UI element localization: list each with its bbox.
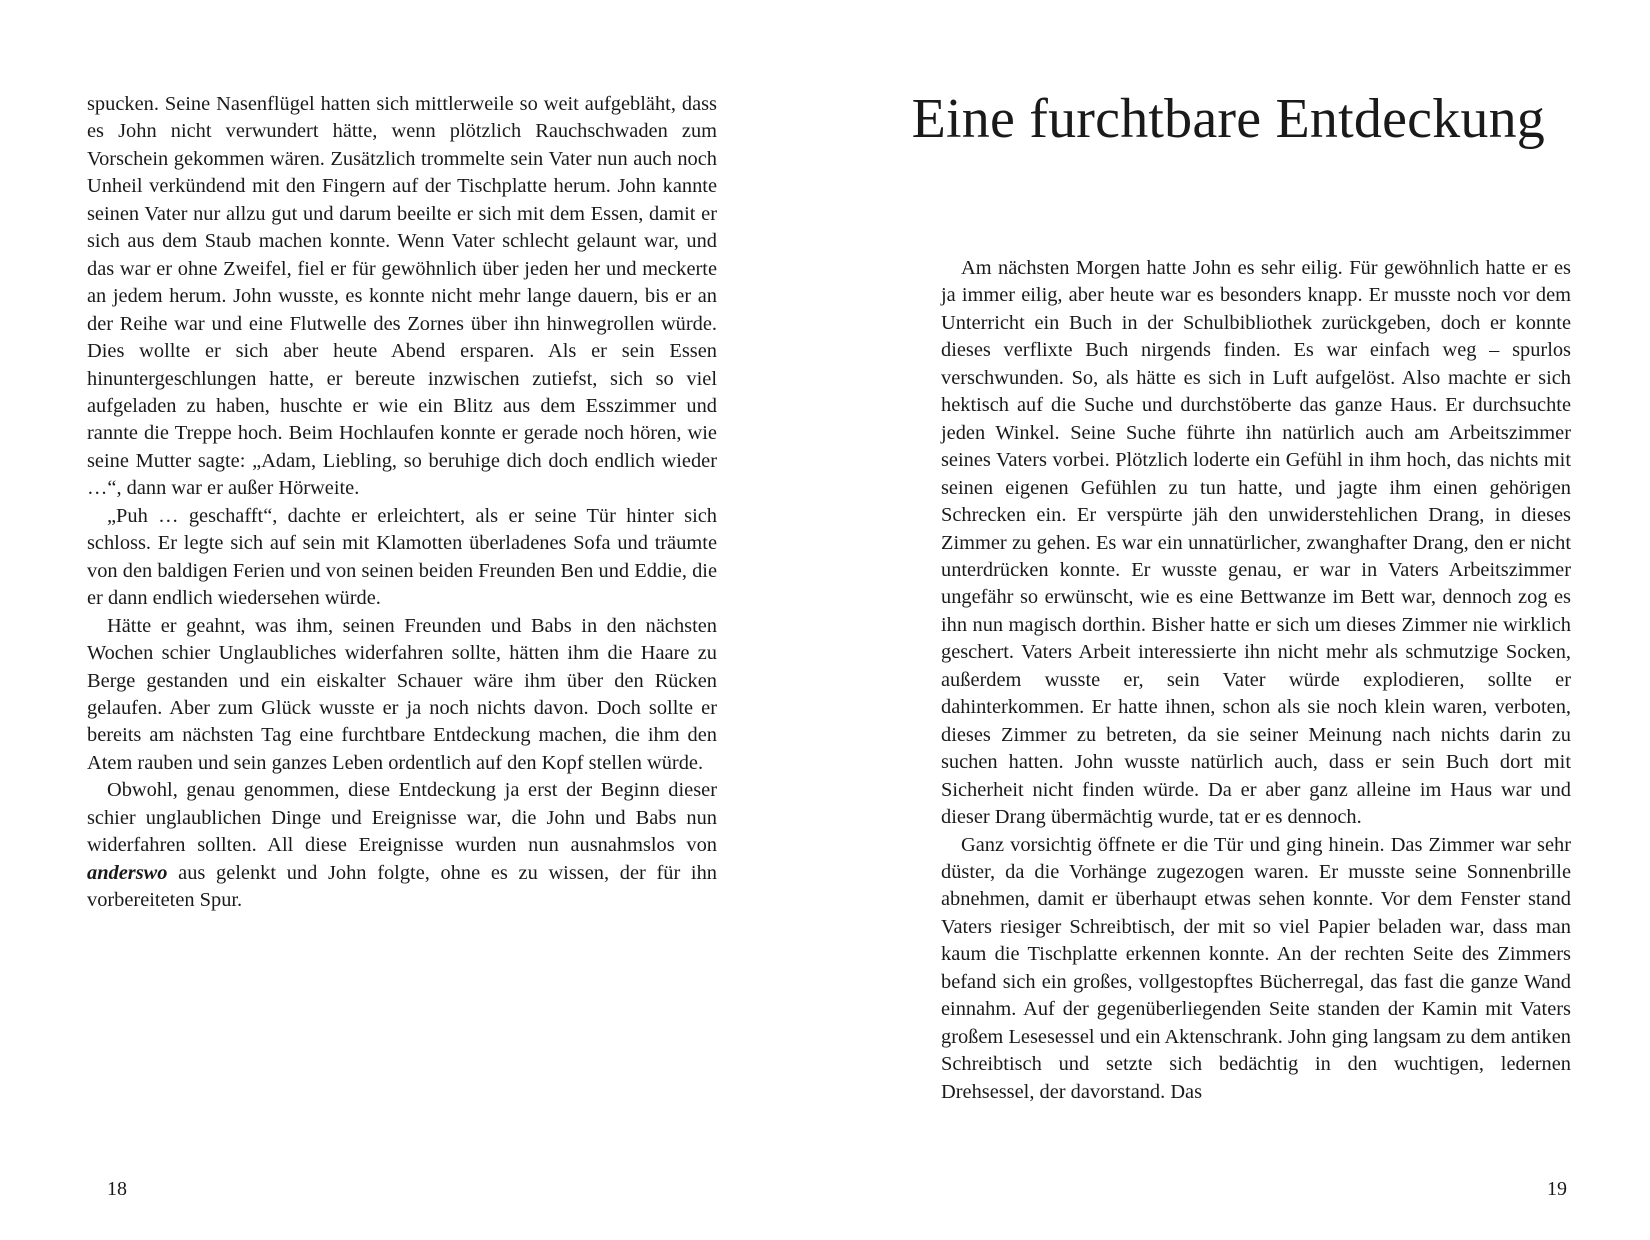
right-page-body bbox=[941, 255, 1571, 1106]
right-page bbox=[825, 0, 1650, 1240]
paragraph-text: Obwohl, genau genommen, diese Entdeckung ja erst der Beginn dieser schier unglaublichen Dinge und Ereignisse war, die John und Babs nun widerfahren sollten. All diese Ereignisse wurden nun ausnahmslos von bbox=[87, 779, 717, 857]
page-number: 19 bbox=[1547, 1178, 1567, 1200]
paragraph: „Puh … geschafft“, dachte er erleichtert, als er seine Tür hinter sich schloss. Er legte sich auf sein mit Klamotten überladenes Sofa und träumte von den baldigen Ferien und von seinen beiden Freunden Ben und Eddie, die er dann endlich wiedersehen würde. bbox=[87, 504, 717, 610]
paragraph: Hätte er geahnt, was ihm, seinen Freunden und Babs in den nächsten Wochen schier Unglaubliches widerfahren sollte, hätten ihm die Haare zu Berge gestanden und ein eiskalter Schauer wäre ihm über den Rücken gelaufen. Aber zum Glück wusste er ja noch nichts davon. Doch sollte er bereits am nächsten Tag eine furchtbare Entdeckung machen, die ihm den Atem rauben und sein ganzes Leben ordentlich auf den Kopf stellen würde. bbox=[87, 614, 717, 774]
paragraph-text: aus gelenkt und John folgte, ohne es zu wissen, der für ihn vorbereiteten Spur. bbox=[87, 861, 717, 912]
paragraph: Ganz vorsichtig öffnete er die Tür und ging hinein. Das Zimmer war sehr düster, da die Vorhänge zugezogen waren. Er musste seine Sonnenbrille abnehmen, damit er überhaupt etwas sehen konnte. Vor dem Fenster stand Vaters riesiger Schreibtisch, der mit so viel Papier beladen war, dass man kaum die Tischplatte erkennen konnte. An der rechten Seite des Zimmers befand sich ein großes, vollgestopftes Bücherregal, das fast die ganze Wand einnahm. Auf der gegenüberliegenden Seite standen der Kamin mit Vaters großem Lesesessel und ein Aktenschrank. John ging langsam zu dem antiken Schreibtisch und setzte sich bedächtig in den wuchtigen, ledernen Drehsessel, der davorstand. Das bbox=[941, 833, 1571, 1103]
paragraph: spucken. Seine Nasenflügel hatten sich mittlerweile so weit aufgebläht, dass es John nicht verwundert hätte, wenn plötzlich Rauchschwaden zum Vorschein gekommen wären. Zusätzlich trommelte sein Vater nun auch noch Unheil verkündend mit den Fingern auf der Tischplatte herum. John kannte seinen Vater nur allzu gut und darum beeilte er sich mit dem Essen, damit er sich aus dem Staub machen konnte. Wenn Vater schlecht gelaunt war, und das war er ohne Zweifel, fiel er für gewöhnlich über jeden her und meckerte an jedem herum. John wusste, es konnte nicht mehr lange dauern, bis er an der Reihe war und eine Flutwelle des Zornes über ihn hinwegrollen würde. Dies wollte er sich aber heute Abend ersparen. Als er sein Essen hinuntergeschlungen hatte, er bereute inzwischen zutiefst, sich so viel aufgeladen zu haben, huschte er wie ein Blitz aus dem Esszimmer und rannte die Treppe hoch. Beim Hochlaufen konnte er gerade noch hören, wie seine Mutter sagte: „Adam, Liebling, so beruhige dich doch endlich wieder …“, dann war er außer Hörweite. bbox=[87, 93, 717, 500]
left-page-body bbox=[87, 91, 717, 915]
paragraph: Am nächsten Morgen hatte John es sehr eilig. Für gewöhnlich hatte er es ja immer eilig, aber heute war es besonders knapp. Er musste noch vor dem Unterricht ein Buch in der Schulbibliothek zurückgeben, doch er konnte dieses verflixte Buch nirgends finden. Es war einfach weg – spurlos verschwunden. So, als hätte es sich in Luft aufgelöst. Also machte er sich hektisch auf die Suche und durchstöberte das ganze Haus. Er durchsuchte jeden Winkel. Seine Suche führte ihn natürlich auch am Arbeitszimmer seines Vaters vorbei. Plötzlich loderte ein Gefühl in ihm hoch, das nichts mit seinen eigenen Gefühlen zu tun hatte, und jagte ihm einen gehörigen Schrecken ein. Er verspürte jäh den unwiderstehlichen Drang, in dieses Zimmer zu gehen. Es war ein unnatürlicher, zwanghafter Drang, den er nicht unterdrücken konnte. Er wusste genau, er war in Vaters Arbeitszimmer ungefähr so erwünscht, wie es eine Bettwanze im Bett war, dennoch zog es ihn nun magisch dorthin. Bisher hatte er sich um dieses Zimmer nie wirklich geschert. Vaters Arbeit interessierte ihn nicht mehr als schmutzige Socken, außerdem wusste er, sein Vater würde explodieren, sollte er dahinterkommen. Er hatte ihnen, schon als sie noch klein waren, verboten, dieses Zimmer zu betreten, da sie seiner Meinung nach nichts darin zu suchen hatten. John wusste natürlich auch, dass er sein Buch dort mit Sicherheit nicht finden würde. Da er aber ganz alleine im Haus war und dieser Drang übermächtig wurde, tat er es dennoch. bbox=[941, 257, 1571, 829]
chapter-title: Eine furchtbare Entdeckung bbox=[911, 88, 1545, 150]
paragraph bbox=[87, 777, 717, 914]
emphasized-word: anderswo bbox=[87, 861, 168, 884]
page-number: 18 bbox=[107, 1178, 127, 1200]
